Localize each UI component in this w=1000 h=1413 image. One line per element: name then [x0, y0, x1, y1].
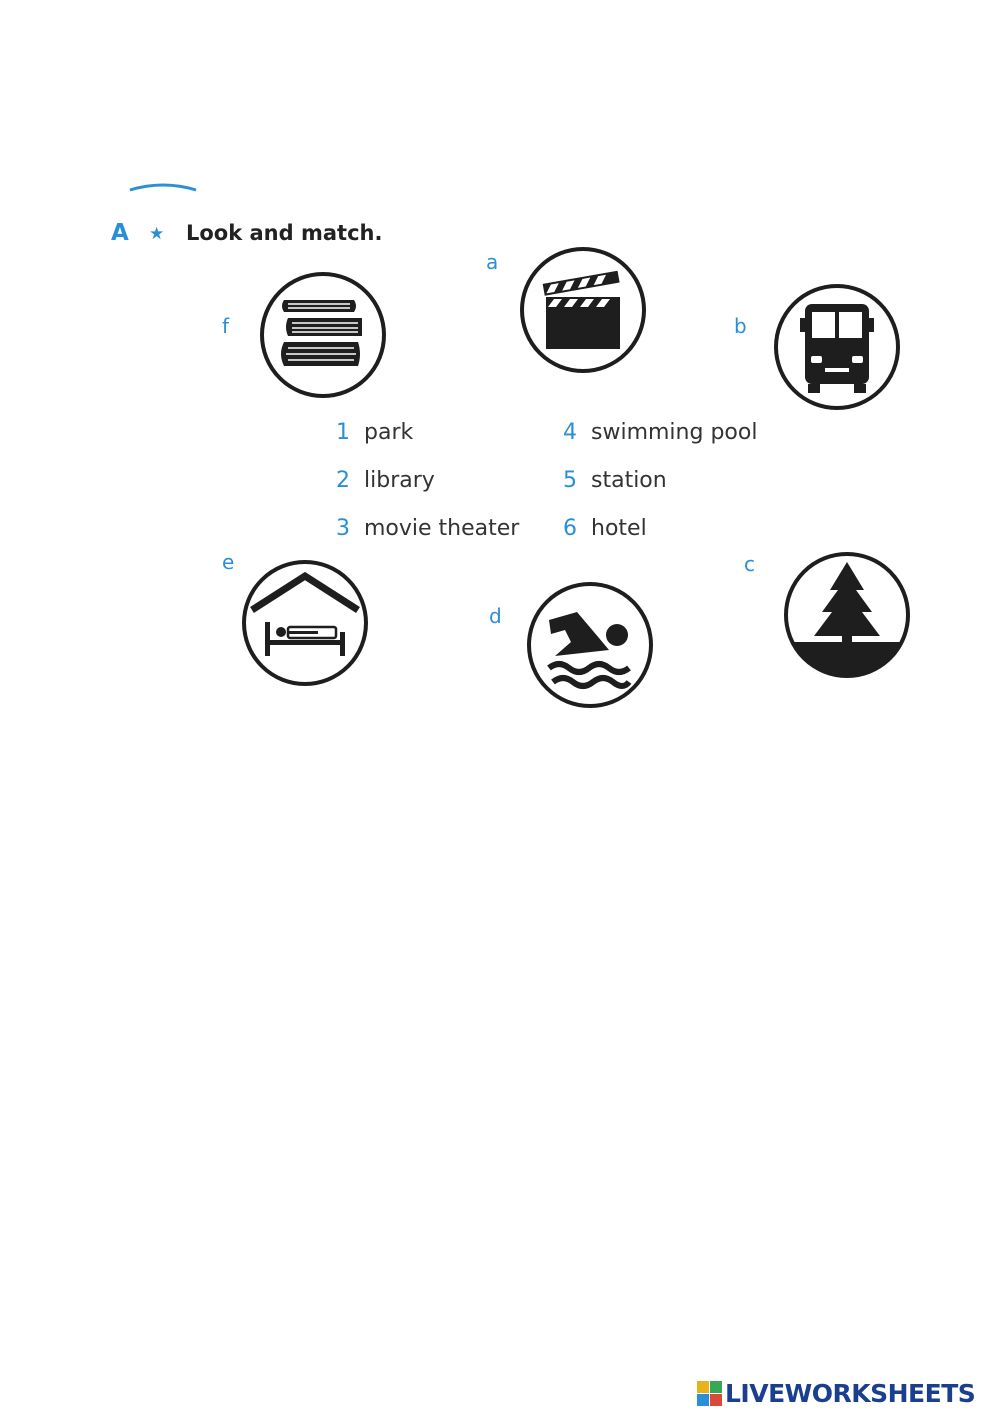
word-text: library	[364, 468, 435, 493]
liveworksheets-logo[interactable]	[697, 1376, 975, 1410]
exercise-instruction: Look and match.	[186, 221, 383, 245]
word-item-3	[336, 516, 519, 541]
clapperboard-icon[interactable]	[518, 245, 648, 375]
bed-house-icon[interactable]	[240, 558, 370, 688]
word-item-5	[563, 468, 667, 493]
word-item-6	[563, 516, 647, 541]
brand-name: LIVEWORKSHEETS	[725, 1378, 976, 1408]
word-number: 2	[336, 468, 350, 493]
word-item-2	[336, 468, 435, 493]
decorative-arc	[128, 176, 198, 194]
swimmer-icon[interactable]	[525, 580, 655, 710]
picture-label-d: d	[489, 604, 502, 628]
exercise-letter: A	[111, 220, 129, 246]
word-text: station	[591, 468, 667, 493]
brand-mark-icon	[697, 1381, 722, 1406]
picture-label-c: c	[744, 552, 755, 576]
word-number: 4	[563, 420, 577, 445]
books-icon[interactable]	[258, 270, 388, 400]
tree-icon[interactable]	[782, 550, 912, 680]
word-number: 6	[563, 516, 577, 541]
star-icon: ★	[149, 224, 165, 244]
word-number: 1	[336, 420, 350, 445]
word-text: movie theater	[364, 516, 520, 541]
word-text: park	[364, 420, 414, 445]
bus-icon[interactable]	[772, 282, 902, 412]
word-text: hotel	[591, 516, 647, 541]
picture-label-f: f	[222, 314, 230, 338]
word-number: 5	[563, 468, 577, 493]
picture-label-a: a	[486, 250, 499, 274]
word-item-4	[563, 420, 757, 445]
picture-label-b: b	[734, 314, 747, 338]
picture-label-e: e	[222, 550, 235, 574]
word-item-1	[336, 420, 413, 445]
word-number: 3	[336, 516, 350, 541]
word-text: swimming pool	[591, 420, 758, 445]
